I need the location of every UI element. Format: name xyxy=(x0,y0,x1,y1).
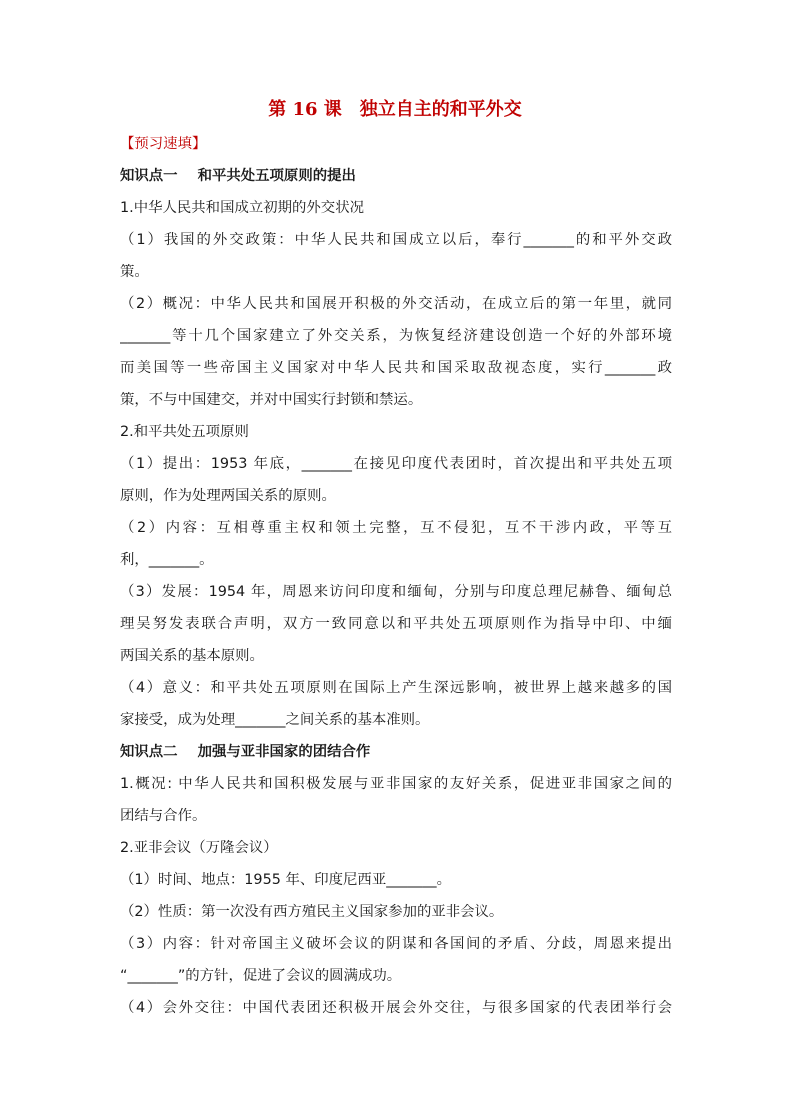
knowledge-point-2-heading xyxy=(120,736,672,768)
paragraph-line: 原则，作为处理两国关系的原则。 xyxy=(120,488,336,504)
heading-number: 知识点二 xyxy=(120,744,178,760)
paragraph-line: （1）时间、地点：1955 年、印度尼西亚_______。 xyxy=(120,872,451,888)
lesson-title: 第 16 课 独立自主的和平外交 xyxy=(268,99,522,120)
paragraph-line: （3）发展：1954 年，周恩来访问印度和缅甸，分别与印度总理尼赫鲁、缅甸总 xyxy=(120,584,672,600)
paragraph-line: 策，不与中国建交，并对中国实行封锁和禁运。 xyxy=(120,392,423,408)
paragraph-line: 1.概况: 中华人民共和国积极发展与亚非国家的友好关系，促进亚非国家之间的 xyxy=(120,776,672,792)
paragraph-line: 家接受，成为处理_______之间关系的基本准则。 xyxy=(120,712,430,728)
paragraph-line: 两国关系的基本原则。 xyxy=(120,648,264,664)
document-body xyxy=(120,128,672,1024)
paragraph-line: 理吴努发表联合声明，双方一致同意以和平共处五项原则作为指导中印、中缅 xyxy=(120,616,672,632)
heading-text: 和平共处五项原则的提出 xyxy=(197,168,356,184)
paragraph-line: （2）概况：中华人民共和国展开积极的外交活动，在成立后的第一年里，就同 xyxy=(120,296,672,312)
paragraph-line: _______等十几个国家建立了外交关系，为恢复经济建设创造一个好的外部环境 xyxy=(120,328,672,344)
heading-text: 加强与亚非国家的团结合作 xyxy=(197,744,371,760)
heading-number: 知识点一 xyxy=(120,168,178,184)
paragraph-line: （1）我国的外交政策：中华人民共和国成立以后，奉行_______的和平外交政 xyxy=(120,232,672,248)
paragraph-line: （4）会外交往：中国代表团还积极开展会外交往，与很多国家的代表团举行会 xyxy=(120,1000,672,1016)
paragraph-line: （2）性质：第一次没有西方殖民主义国家参加的亚非会议。 xyxy=(120,904,504,920)
knowledge-point-1-heading xyxy=(120,160,672,192)
section-title: 1.中华人民共和国成立初期的外交状况 xyxy=(120,200,364,216)
paragraph-line: 策。 xyxy=(120,264,149,280)
paragraph-line: （4）意义：和平共处五项原则在国际上产生深远影响，被世界上越来越多的国 xyxy=(120,680,672,696)
paragraph-line: 而美国等一些帝国主义国家对中华人民共和国采取敌视态度，实行_______政 xyxy=(120,360,672,376)
paragraph-line: “_______”的方针，促进了会议的圆满成功。 xyxy=(120,968,402,984)
preview-label: 【预习速填】 xyxy=(120,136,207,152)
paragraph-line: 团结与合作。 xyxy=(120,808,207,824)
paragraph-line: （3）内容：针对帝国主义破坏会议的阴谋和各国间的矛盾、分歧，周恩来提出 xyxy=(120,936,672,952)
paragraph-line: （2）内容：互相尊重主权和领土完整，互不侵犯，互不干涉内政，平等互 xyxy=(120,520,672,536)
section-title: 2.和平共处五项原则 xyxy=(120,424,249,440)
section-title: 2.亚非会议（万隆会议） xyxy=(120,840,278,856)
paragraph-line: 利，_______。 xyxy=(120,552,214,568)
paragraph-line: （1）提出：1953 年底，_______在接见印度代表团时，首次提出和平共处五项 xyxy=(120,456,672,472)
